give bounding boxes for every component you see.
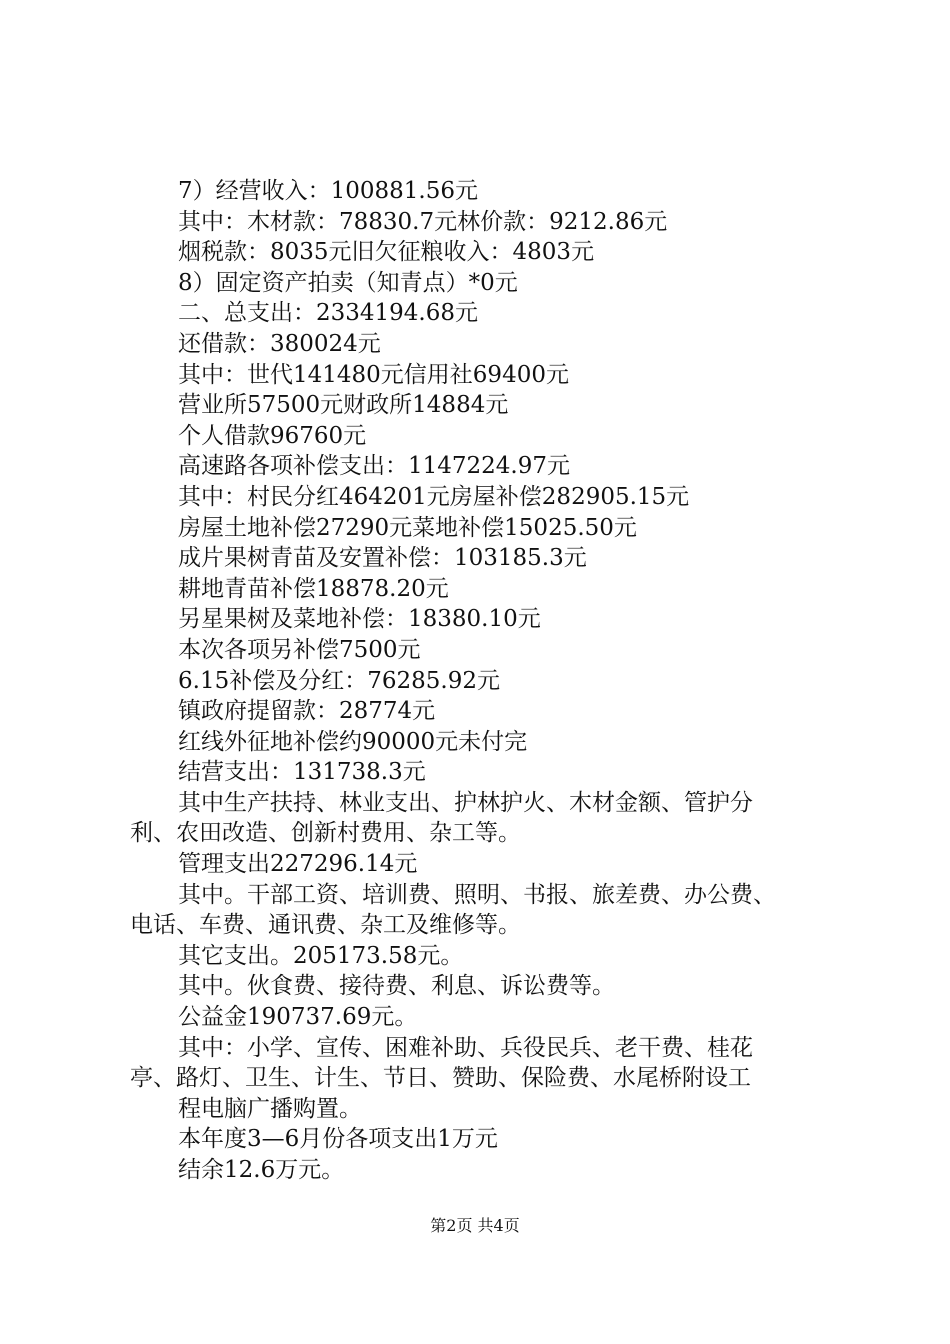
text-line: 本次各项另补偿7500元 bbox=[178, 636, 421, 663]
text-line: 8）固定资产拍卖（知青点）*0元 bbox=[178, 269, 518, 296]
text-line: 其中生产扶持、林业支出、护林护火、木材金额、管护分 bbox=[178, 789, 753, 816]
text-line: 其中。干部工资、培训费、照明、书报、旅差费、办公费、 bbox=[178, 881, 776, 908]
text-line: 烟税款：8035元旧欠征粮收入：4803元 bbox=[178, 239, 595, 266]
text-line: 另星果树及菜地补偿：18380.10元 bbox=[178, 606, 541, 633]
text-line: 房屋土地补偿27290元菜地补偿15025.50元 bbox=[178, 514, 637, 541]
text-line: 其中：世代141480元信用社69400元 bbox=[178, 361, 569, 388]
text-line: 营业所57500元财政所14884元 bbox=[178, 392, 509, 419]
text-line: 结营支出：131738.3元 bbox=[178, 759, 426, 786]
text-line: 7）经营收入：100881.56元 bbox=[178, 178, 479, 204]
text-line: 程电脑广播购置。 bbox=[178, 1095, 362, 1122]
page-footer: 第2页 共4页 bbox=[430, 1216, 520, 1235]
text-line: 红线外征地补偿约90000元未付完 bbox=[178, 728, 528, 755]
text-line: 公益金190737.69元。 bbox=[178, 1004, 418, 1031]
text-line: 6.15补偿及分红：76285.92元 bbox=[178, 667, 500, 694]
document-body bbox=[130, 176, 850, 1186]
text-line: 高速路各项补偿支出：1147224.97元 bbox=[178, 453, 571, 480]
text-line: 其中：村民分红464201元房屋补偿282905.15元 bbox=[178, 483, 690, 510]
text-line: 还借款：380024元 bbox=[178, 330, 381, 357]
text-line: 个人借款96760元 bbox=[178, 422, 367, 449]
text-line: 成片果树青苗及安置补偿：103185.3元 bbox=[178, 545, 587, 572]
text-line: 其中：小学、宣传、困难补助、兵役民兵、老干费、桂花 bbox=[178, 1034, 753, 1061]
text-line: 其它支出。205173.58元。 bbox=[178, 942, 464, 969]
text-line: 本年度3—6月份各项支出1万元 bbox=[178, 1126, 498, 1153]
text-line: 耕地青苗补偿18878.20元 bbox=[178, 575, 449, 602]
text-line: 电话、车费、通讯费、杂工及维修等。 bbox=[130, 912, 521, 939]
text-line: 管理支出227296.14元 bbox=[178, 851, 418, 878]
text-line: 亭、路灯、卫生、计生、节日、赞助、保险费、水尾桥附设工 bbox=[130, 1065, 751, 1092]
text-line: 镇政府提留款：28774元 bbox=[178, 698, 436, 725]
text-line: 其中。伙食费、接待费、利息、诉讼费等。 bbox=[178, 973, 615, 1000]
text-line: 利、农田改造、创新村费用、杂工等。 bbox=[130, 820, 521, 847]
text-line: 二、总支出：2334194.68元 bbox=[178, 300, 479, 327]
text-line: 结余12.6万元。 bbox=[178, 1157, 345, 1183]
text-line: 其中：木材款：78830.7元林价款：9212.86元 bbox=[178, 208, 668, 235]
